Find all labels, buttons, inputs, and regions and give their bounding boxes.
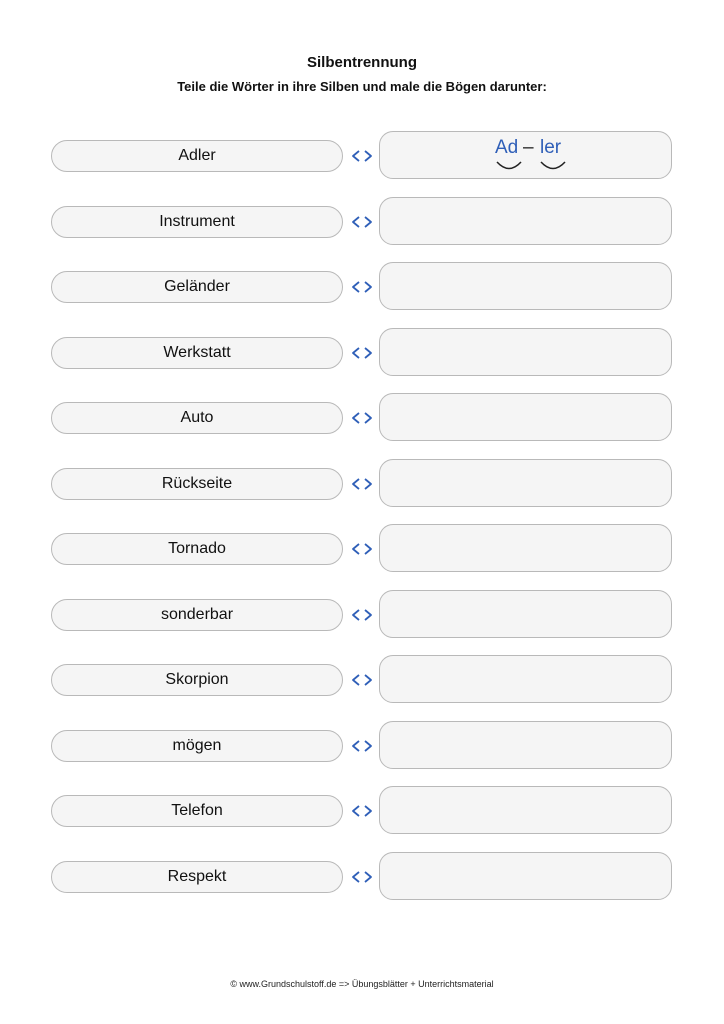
word-box: Telefon [51,795,343,827]
double-arrow-icon [350,476,374,492]
answer-field[interactable] [379,655,672,703]
answer-field[interactable] [379,393,672,441]
exercise-row [0,721,724,771]
double-arrow-icon [350,869,374,885]
double-arrow-icon [350,803,374,819]
word-box: Respekt [51,861,343,893]
exercise-row [0,459,724,509]
answer-field[interactable] [379,590,672,638]
double-arrow-icon [350,279,374,295]
page-title: Silbentrennung [307,54,417,71]
exercise-row [0,655,724,705]
syllable-arc-icon [538,159,568,173]
word-box: Adler [51,140,343,172]
exercise-row [0,393,724,443]
answer-field[interactable] [379,721,672,769]
answer-field[interactable] [379,328,672,376]
double-arrow-icon [350,541,374,557]
exercise-row [0,131,724,181]
example-syllable: Ad [495,137,519,158]
exercise-row [0,786,724,836]
answer-field[interactable] [379,131,672,179]
double-arrow-icon [350,410,374,426]
exercise-row [0,328,724,378]
word-box: Tornado [51,533,343,565]
exercise-row [0,852,724,902]
exercise-row [0,197,724,247]
exercise-row [0,590,724,640]
exercise-row [0,262,724,312]
double-arrow-icon [350,345,374,361]
answer-field[interactable] [379,459,672,507]
word-box: Skorpion [51,664,343,696]
double-arrow-icon [350,672,374,688]
word-box: Rückseite [51,468,343,500]
answer-field[interactable] [379,786,672,834]
syllable-arc-icon [494,159,524,173]
double-arrow-icon [350,148,374,164]
answer-field[interactable] [379,852,672,900]
answer-field[interactable] [379,524,672,572]
double-arrow-icon [350,738,374,754]
word-box: Geländer [51,271,343,303]
word-box: sonderbar [51,599,343,631]
word-box: Instrument [51,206,343,238]
word-box: Auto [51,402,343,434]
word-box: Werkstatt [51,337,343,369]
answer-field[interactable] [379,262,672,310]
word-box: mögen [51,730,343,762]
example-answer [380,137,671,177]
double-arrow-icon [350,607,374,623]
footer-text: © www.Grundschulstoff.de => Übungsblätter + Unterrichtsmaterial [230,979,494,989]
answer-field[interactable] [379,197,672,245]
example-syllable: ler [540,137,562,158]
exercise-row [0,524,724,574]
page-subtitle: Teile die Wörter in ihre Silben und male die Bögen darunter: [177,79,547,94]
example-dash: – [523,137,534,158]
double-arrow-icon [350,214,374,230]
